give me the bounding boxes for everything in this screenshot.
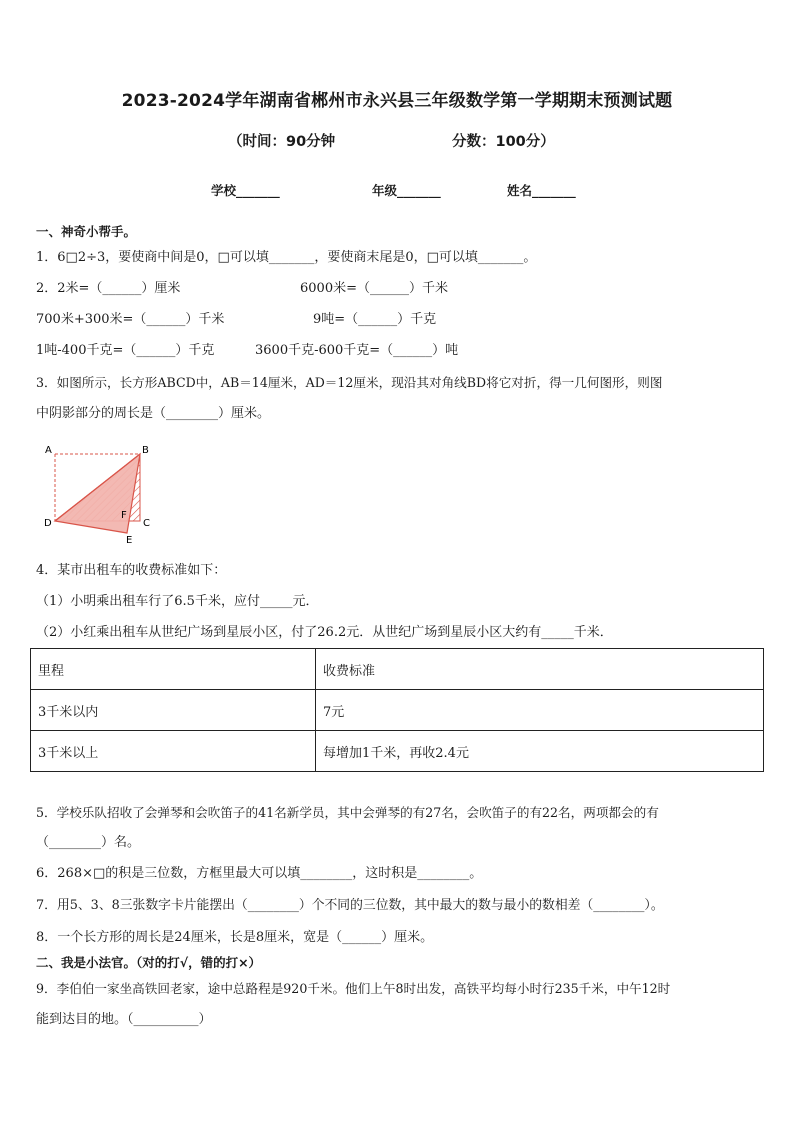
- question-2-row-2a: 700米+300米=（______）千米: [36, 312, 225, 327]
- question-4-intro: 4．某市出租车的收费标准如下：: [36, 563, 227, 578]
- time-info: （时间：90分钟: [228, 134, 336, 150]
- question-9-line-1: 9．李伯伯一家坐高铁回老家，途中总路程是920千米。他们上午8时出发，高铁平均每小时行235千米，中午12时: [36, 981, 671, 996]
- table-header-cell: 收费标准: [316, 649, 764, 690]
- name-field: 姓名_______: [507, 183, 576, 198]
- taxi-fee-table: [30, 648, 764, 772]
- table-cell: 每增加1千米，再收2.4元: [316, 731, 764, 772]
- question-2-row-3a: 1吨-400千克=（______）千克: [36, 343, 215, 358]
- table-header-row: [31, 649, 764, 690]
- folded-rectangle-figure: [42, 442, 172, 547]
- question-7: 7．用5、3、8三张数字卡片能摆出（________）个不同的三位数，其中最大的数与最小的数相差（________）。: [36, 898, 664, 913]
- question-9-line-2: 能到达目的地。（__________）: [36, 1012, 212, 1027]
- table-cell: 7元: [316, 690, 764, 731]
- label-c: C: [143, 518, 150, 529]
- school-field: 学校_______: [211, 183, 280, 198]
- question-5-line-2: （________）名。: [36, 835, 141, 850]
- label-a: A: [45, 445, 52, 456]
- grade-field: 年级_______: [372, 183, 441, 198]
- label-e: E: [126, 535, 133, 546]
- question-2-row-1a: 2．2米=（______）厘米: [36, 281, 181, 296]
- label-d: D: [44, 518, 52, 529]
- question-1: 1．6□2÷3，要使商中间是0，□可以填_______，要使商末尾是0，□可以填_______。: [36, 250, 537, 265]
- question-4-part-2: （2）小红乘出租车从世纪广场到星辰小区，付了26.2元．从世纪广场到星辰小区大约有_____千米．: [36, 625, 613, 640]
- table-row: [31, 731, 764, 772]
- question-3-line-1: 3．如图所示，长方形ABCD中，AB＝14厘米，AD＝12厘米，现沿其对角线BD将它对折，得一几何图形，则图: [36, 375, 663, 390]
- question-2-row-2b: 9吨=（______）千克: [313, 312, 437, 327]
- question-6: 6．268×□的积是三位数，方框里最大可以填________，这时积是________。: [36, 866, 483, 881]
- table-cell: 3千米以内: [31, 690, 316, 731]
- label-b: B: [142, 445, 149, 456]
- question-5-line-1: 5．学校乐队招收了会弹琴和会吹笛子的41名新学员，其中会弹琴的有27名，会吹笛子的有22名，两项都会的有: [36, 805, 659, 820]
- question-8: 8．一个长方形的周长是24厘米，长是8厘米，宽是（______）厘米。: [36, 930, 434, 945]
- table-row: [31, 690, 764, 731]
- question-2-row-1b: 6000米=（______）千米: [300, 281, 448, 296]
- table-cell: 3千米以上: [31, 731, 316, 772]
- label-f: F: [121, 510, 127, 521]
- score-info: 分数：100分）: [452, 134, 555, 150]
- table-header-cell: 里程: [31, 649, 316, 690]
- question-4-part-1: （1）小明乘出租车行了6.5千米，应付_____元．: [36, 594, 319, 609]
- section-2-title: 二、我是小法官。（对的打√，错的打×）: [36, 955, 262, 970]
- question-2-row-3b: 3600千克-600千克=（______）吨: [255, 343, 459, 358]
- page-title: 2023-2024学年湖南省郴州市永兴县三年级数学第一学期期末预测试题: [121, 91, 673, 111]
- section-1-title: 一、神奇小帮手。: [36, 224, 137, 239]
- folded-triangle: [55, 454, 140, 533]
- question-3-line-2: 中阴影部分的周长是（________）厘米。: [36, 406, 271, 421]
